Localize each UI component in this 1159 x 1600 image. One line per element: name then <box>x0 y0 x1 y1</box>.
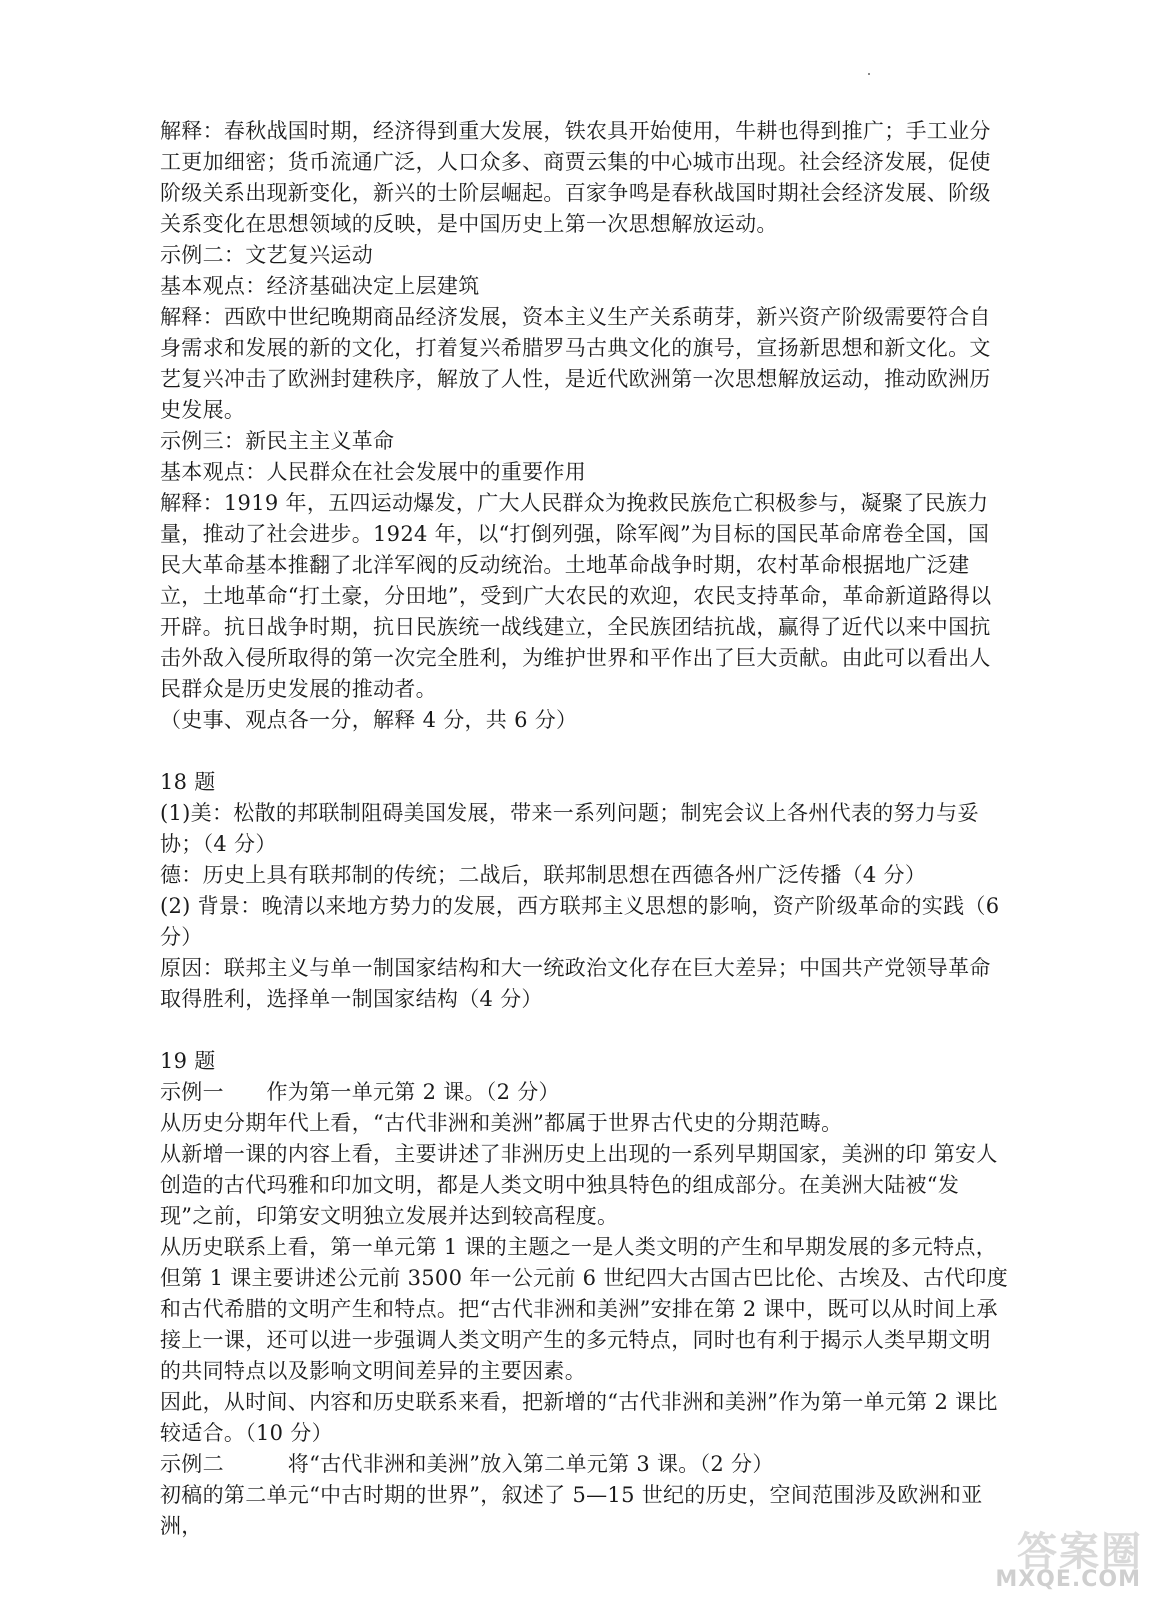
q19-conclusion: 因此，从时间、内容和历史联系来看，把新增的“古代非洲和美洲”作为第一单元第 2 课比较适合。（10 分） <box>160 1390 998 1445</box>
q19-example-one: 示例一 作为第一单元第 2 课。（2 分） <box>160 1080 560 1104</box>
q18-part2-background: (2) 背景：晚清以来地方势力的发展，西方联邦主义思想的影响，资产阶级革命的实践（6 分） <box>160 894 1000 949</box>
example-two-explanation: 解释：西欧中世纪晚期商品经济发展，资本主义生产关系萌芽，新兴资产阶级需要符合自身需求和发展的新的文化，打着复兴希腊罗马古典文化的旗号，宣扬新思想和新文化。文艺复兴冲击了欧洲封建秩序，解放了人性，是近代欧洲第一次思想解放运动，推动欧洲历史发展。 <box>160 305 991 422</box>
q18-part1-germany: 德：历史上具有联邦制的传统；二战后，联邦制思想在西德各州广泛传播（4 分） <box>160 863 927 887</box>
question-18-heading: 18 题 <box>160 770 216 794</box>
example-two-title: 示例二：文艺复兴运动 <box>160 243 373 267</box>
q18-part2-reason: 原因：联邦主义与单一制国家结构和大一统政治文化存在巨大差异；中国共产党领导革命取得胜利，选择单一制国家结构（4 分） <box>160 956 991 1011</box>
paragraph-explanation-1: 解释：春秋战国时期，经济得到重大发展，铁农具开始使用，牛耕也得到推广；手工业分工更加细密；货币流通广泛，人口众多、商贾云集的中心城市出现。社会经济发展，促使阶级关系出现新变化，新兴的士阶层崛起。百家争鸣是春秋战国时期社会经济发展、阶级关系变化在思想领域的反映，是中国历史上第一次思想解放运动。 <box>160 119 991 236</box>
answer-content <box>160 116 1010 1542</box>
q19-example-two-text: 初稿的第二单元“中古时期的世界”，叙述了 5—15 世纪的历史，空间范围涉及欧洲和亚洲， <box>160 1483 983 1538</box>
watermark-domain-text: MXQE.COM <box>995 1567 1141 1592</box>
question-19-heading: 19 题 <box>160 1049 216 1073</box>
q19-example-two: 示例二 将“古代非洲和美洲”放入第二单元第 3 课。（2 分） <box>160 1452 774 1476</box>
q19-content-view: 从新增一课的内容上看，主要讲述了非洲历史上出现的一系列早期国家，美洲的印 第安人创造的古代玛雅和印加文明，都是人类文明中独具特色的组成部分。在美洲大陆被“发现”之前，印第安文明独立发展并达到较高程度。 <box>160 1142 998 1228</box>
q18-part1-usa: (1)美：松散的邦联制阻碍美国发展，带来一系列问题；制宪会议上各州代表的努力与妥协；（4 分） <box>160 801 979 856</box>
watermark-top-text: 答案圈 <box>1017 1529 1143 1575</box>
example-three-title: 示例三：新民主主义革命 <box>160 429 395 453</box>
scoring-note: （史事、观点各一分，解释 4 分，共 6 分） <box>160 708 578 732</box>
q19-period-view: 从历史分期年代上看，“古代非洲和美洲”都属于世界古代史的分期范畴。 <box>160 1111 843 1135</box>
example-two-viewpoint: 基本观点：经济基础决定上层建筑 <box>160 274 480 298</box>
scan-speck <box>868 73 870 75</box>
q19-connection-view: 从历史联系上看，第一单元第 1 课的主题之一是人类文明的产生和早期发展的多元特点，但第 1 课主要讲述公元前 3500 年一公元前 6 世纪四大古国古巴比伦、古埃及、古代印度和古代希腊的文明产生和特点。把“古代非洲和美洲”安排在第 2 课中，既可以从时间上承接上一课，还可以进一步强调人类文明产生的多元特点，同时也有利于揭示人类早期文明的共同特点以及影响文明间差异的主要因素。 <box>160 1235 1009 1383</box>
site-watermark-logo <box>993 1520 1153 1592</box>
example-three-viewpoint: 基本观点：人民群众在社会发展中的重要作用 <box>160 460 586 484</box>
example-three-explanation: 解释：1919 年，五四运动爆发，广大人民群众为挽救民族危亡积极参与，凝聚了民族力量，推动了社会进步。1924 年，以“打倒列强，除军阀”为目标的国民革命席卷全国，国民大革命基本推翻了北洋军阀的反动统治。土地革命战争时期，农村革命根据地广泛建立，土地革命“打土豪，分田地”，受到广大农民的欢迎，农民支持革命，革命新道路得以开辟。抗日战争时期，抗日民族统一战线建立，全民族团结抗战，赢得了近代以来中国抗击外敌入侵所取得的第一次完全胜利，为维护世界和平作出了巨大贡献。由此可以看出人民群众是历史发展的推动者。 <box>160 491 992 701</box>
